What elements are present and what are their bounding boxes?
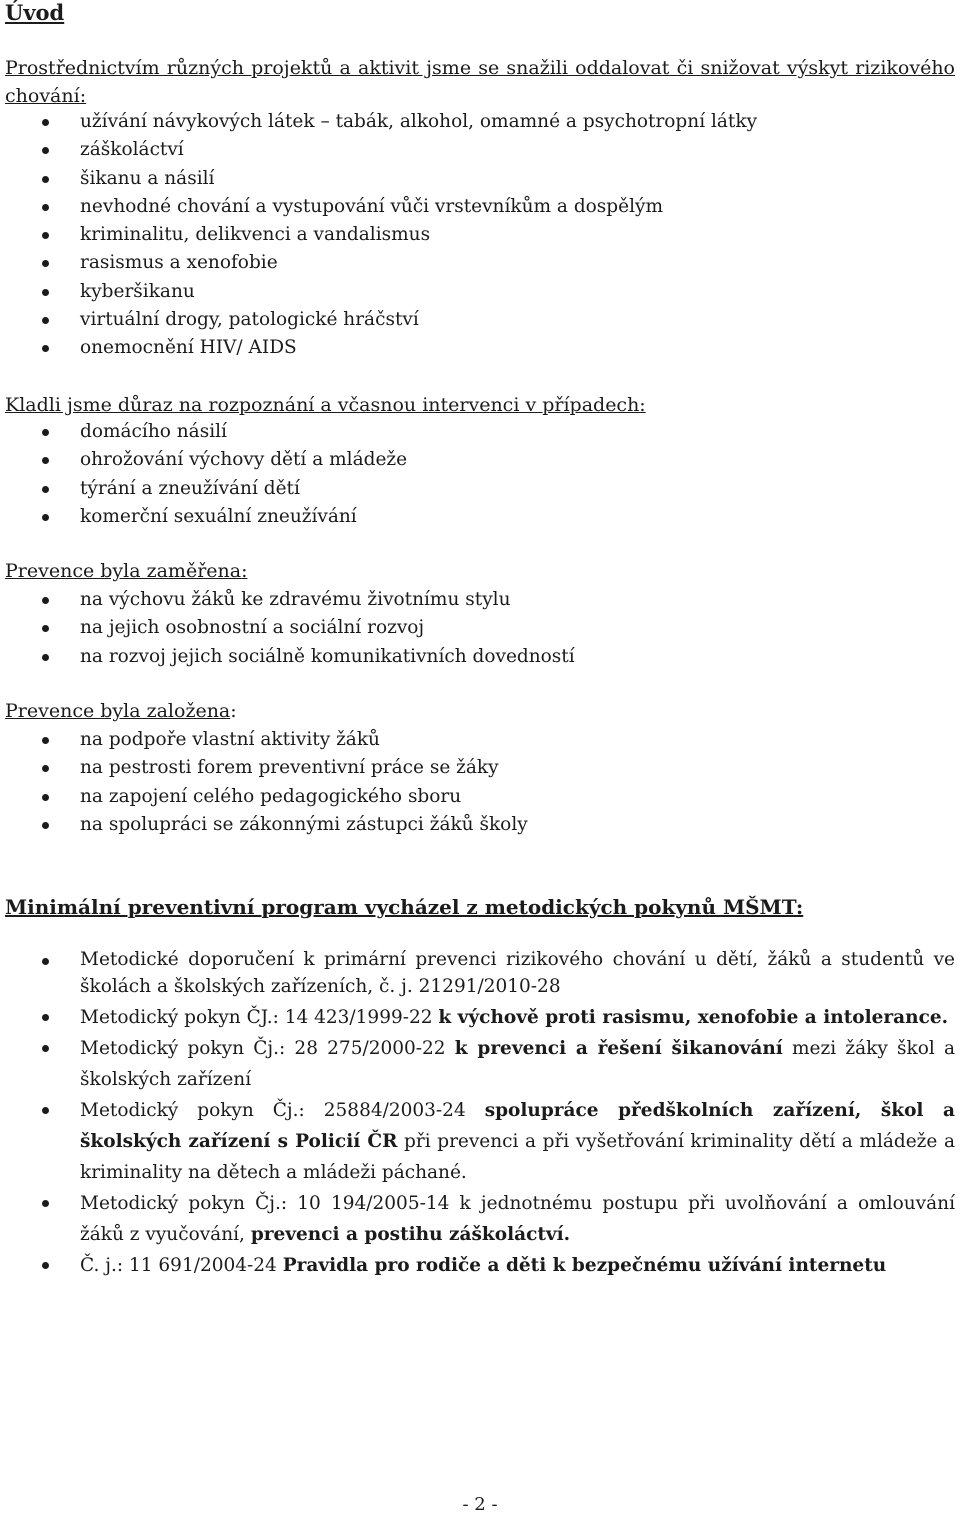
list-item: týrání a zneužívání dětí — [0, 475, 955, 503]
bullet-icon — [42, 958, 49, 965]
zamerena-label: Prevence byla zaměřena: — [5, 560, 248, 582]
bullet-icon — [42, 119, 49, 126]
list-methodical-guidelines — [0, 946, 955, 1281]
bullet-icon — [42, 1200, 49, 1207]
list-item: domácího násilí — [0, 418, 955, 446]
kladli-paragraph: Kladli jsme důraz na rozpoznání a včasnou intervenci v případech: — [5, 394, 646, 416]
intro-paragraph: Prostřednictvím různých projektů a aktivit jsme se snažili oddalovat či snižovat výskyt rizikového chování: — [5, 57, 955, 107]
list-item: na spolupráci se zákonnými zástupci žáků školy — [0, 811, 955, 839]
list-item: ohrožování výchovy dětí a mládeže — [0, 446, 955, 474]
bullet-icon — [42, 204, 49, 211]
list-item: na pestrosti forem preventivní práce se žáky — [0, 754, 955, 782]
bullet-icon — [42, 597, 49, 604]
bullet-icon — [42, 737, 49, 744]
list-item: na podpoře vlastní aktivity žáků — [0, 726, 955, 754]
list-item: komerční sexuální zneužívání — [0, 503, 955, 531]
list-item: užívání návykových látek – tabák, alkohol, omamné a psychotropní látky — [0, 108, 955, 136]
list-item: rasismus a xenofobie — [0, 249, 955, 277]
list-item: na výchovu žáků ke zdravému životnímu stylu — [0, 586, 955, 614]
list-item: Metodický pokyn Čj.: 25884/2003-24 spolupráce předškolních zařízení, škol a školských zařízení s Policií ČR při prevenci a při vyšetřování kriminality dětí a mládeže a kriminality na dětech a mládeži páchané. — [0, 1095, 955, 1188]
list-item: Metodický pokyn ČJ.: 14 423/1999-22 k výchově proti rasismu, xenofobie a intolerance. — [0, 1002, 955, 1033]
list-cases — [0, 418, 955, 531]
page-number: - 2 - — [462, 1494, 498, 1515]
bullet-icon — [42, 345, 49, 352]
list-item: onemocnění HIV/ AIDS — [0, 334, 955, 362]
list-item: záškoláctví — [0, 136, 955, 164]
bullet-icon — [42, 794, 49, 801]
heading-uvod: Úvod — [5, 0, 65, 25]
list-item: Metodický pokyn Čj.: 10 194/2005-14 k jednotnému postupu při uvolňování a omlouvání žáků z vyučování, prevenci a postihu záškoláctví. — [0, 1188, 955, 1250]
bullet-icon — [42, 1107, 49, 1114]
heading-msmt: Minimální preventivní program vycházel z metodických pokynů MŠMT: — [5, 895, 804, 919]
bullet-icon — [42, 765, 49, 772]
list-item: Metodický pokyn Čj.: 28 275/2000-22 k prevenci a řešení šikanování mezi žáky škol a školských zařízení — [0, 1033, 955, 1095]
bullet-icon — [42, 147, 49, 154]
bullet-icon — [42, 289, 49, 296]
list-item: na jejich osobnostní a sociální rozvoj — [0, 614, 955, 642]
bullet-icon — [42, 625, 49, 632]
bullet-icon — [42, 1045, 49, 1052]
bullet-icon — [42, 822, 49, 829]
list-item: kriminalitu, delikvenci a vandalismus — [0, 221, 955, 249]
list-item: na rozvoj jejich sociálně komunikativních dovedností — [0, 643, 955, 671]
bullet-icon — [42, 486, 49, 493]
list-item: šikanu a násilí — [0, 165, 955, 193]
bullet-icon — [42, 457, 49, 464]
list-item: Metodické doporučení k primární prevenci rizikového chování u dětí, žáků a studentů ve školách a školských zařízeních, č. j. 21291/2010-28 — [0, 946, 955, 1000]
bullet-icon — [42, 429, 49, 436]
bullet-icon — [42, 1262, 49, 1269]
bullet-icon — [42, 317, 49, 324]
bullet-icon — [42, 232, 49, 239]
list-item: nevhodné chování a vystupování vůči vrstevníkům a dospělým — [0, 193, 955, 221]
zalozena-label: Prevence byla založena: — [5, 700, 237, 722]
list-risk-behaviour — [0, 108, 955, 363]
bullet-icon — [42, 176, 49, 183]
bullet-icon — [42, 260, 49, 267]
bullet-icon — [42, 1014, 49, 1021]
list-focus — [0, 586, 955, 671]
bullet-icon — [42, 654, 49, 661]
list-item: Č. j.: 11 691/2004-24 Pravidla pro rodiče a děti k bezpečnému užívání internetu — [0, 1250, 955, 1281]
list-item: kyberšikanu — [0, 278, 955, 306]
list-item: na zapojení celého pedagogického sboru — [0, 783, 955, 811]
list-based — [0, 726, 955, 839]
list-item: virtuální drogy, patologické hráčství — [0, 306, 955, 334]
bullet-icon — [42, 514, 49, 521]
